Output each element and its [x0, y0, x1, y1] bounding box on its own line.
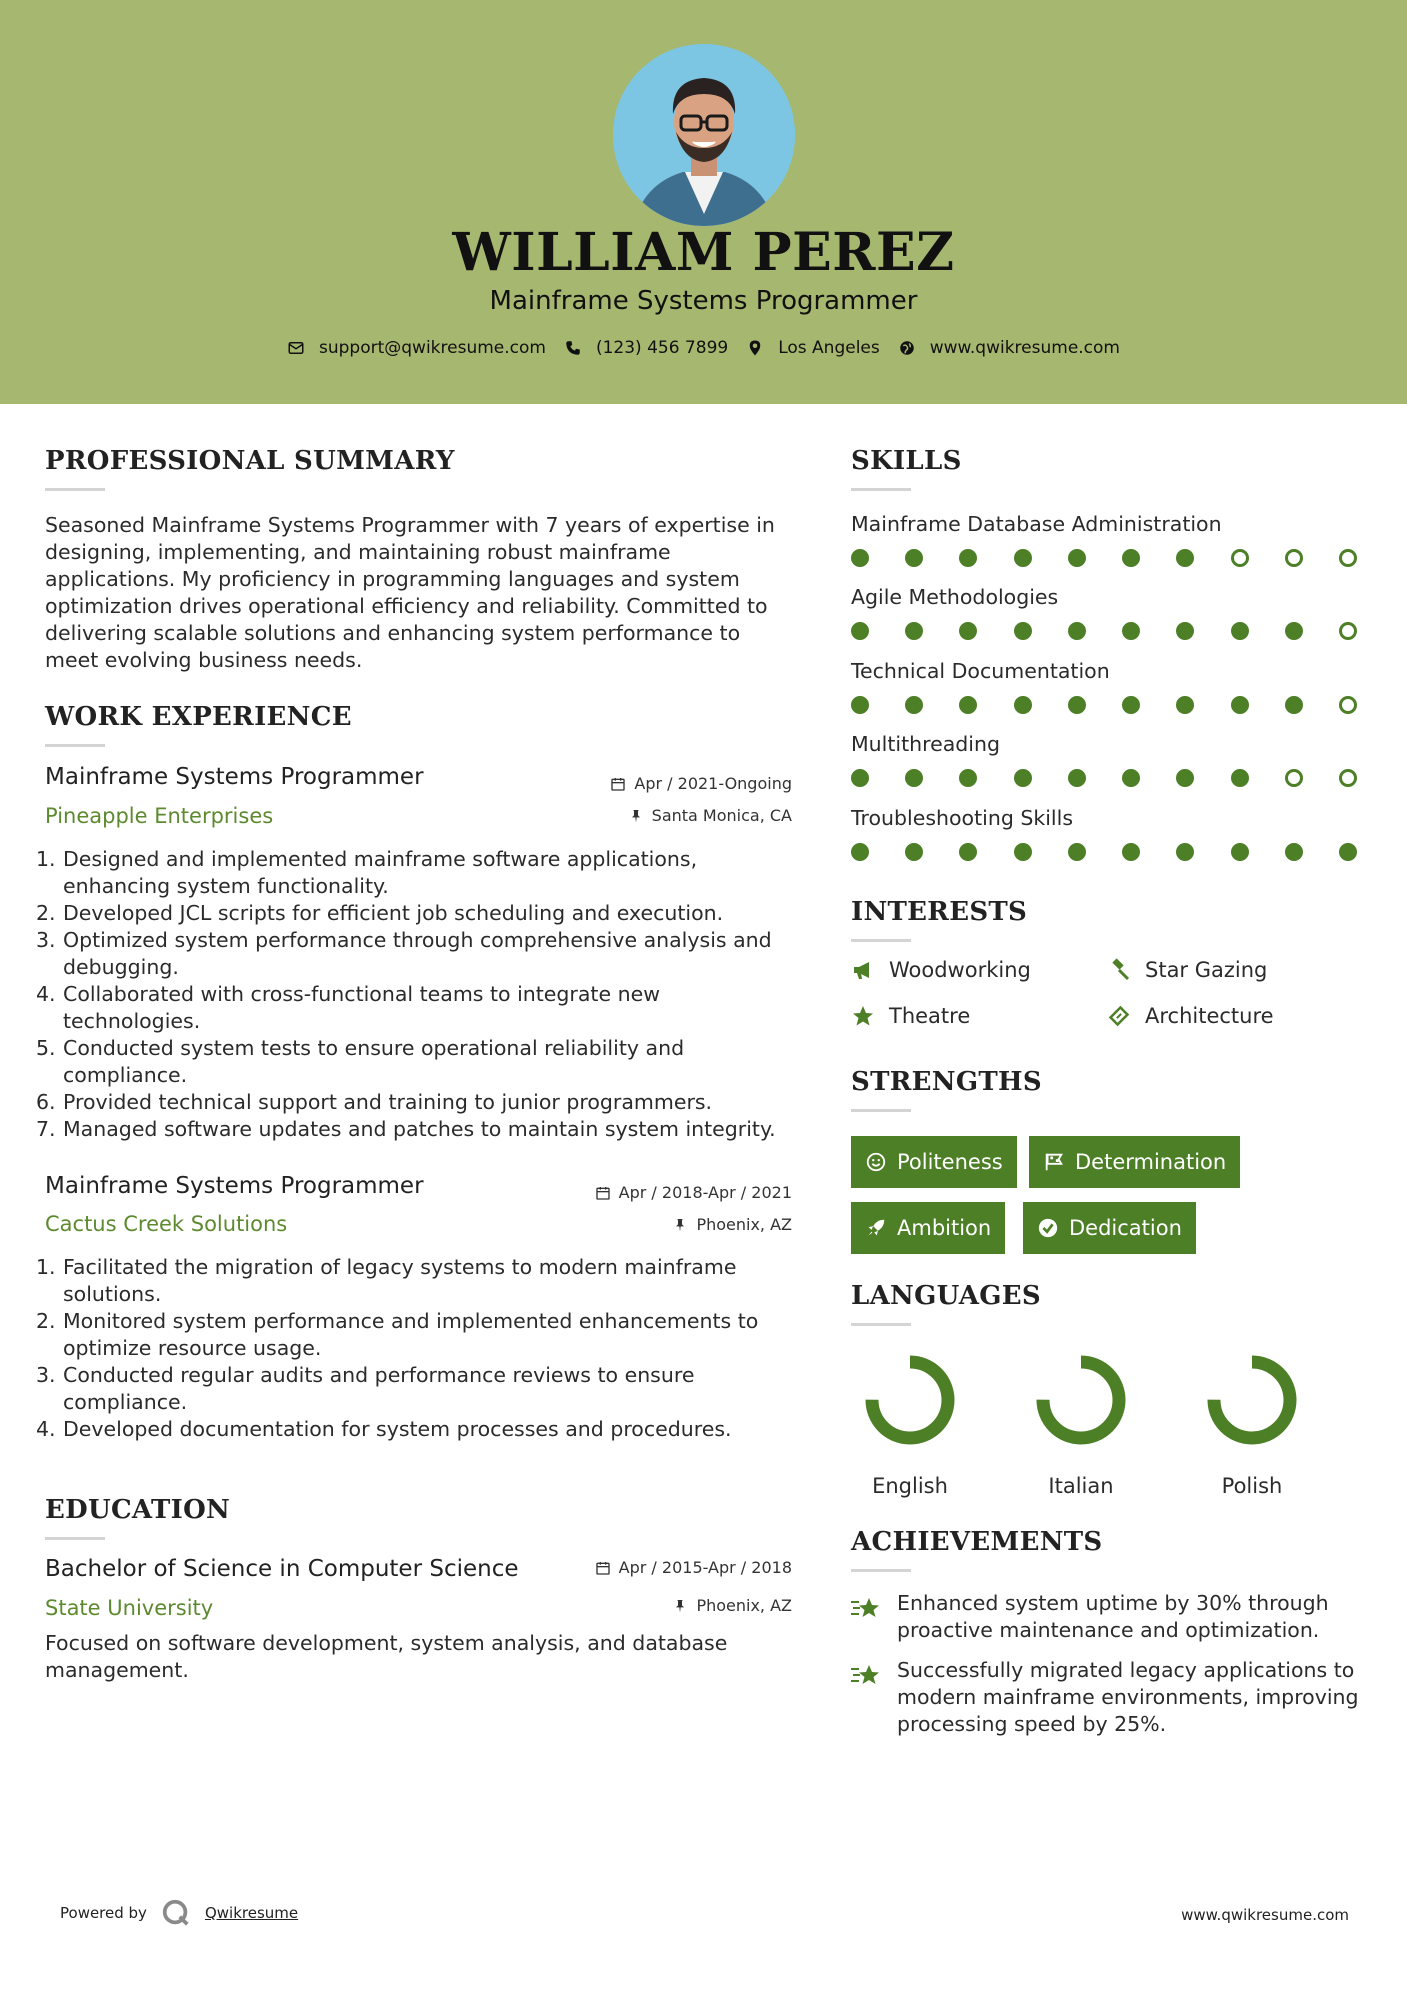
- strength-badge: [851, 1202, 1005, 1254]
- contact-website[interactable]: [898, 338, 1120, 358]
- experience-divider: [45, 744, 105, 747]
- education-degree: Bachelor of Science in Computer Science: [45, 1556, 519, 1582]
- strength-badge: [851, 1136, 1017, 1188]
- skill-dot-filled: [1176, 549, 1194, 567]
- language-ring: [862, 1352, 958, 1448]
- job-1-location: [500, 806, 792, 825]
- skill-dot-filled: [1231, 696, 1249, 714]
- calendar-icon: [595, 1185, 611, 1201]
- ticket-icon: [1107, 1004, 1131, 1028]
- skill-dot-filled: [1122, 549, 1140, 567]
- skill-dot-filled: [1176, 769, 1194, 787]
- skill-dot-filled: [1176, 843, 1194, 861]
- list-item: Conducted regular audits and performance reviews to ensure compliance.: [63, 1363, 695, 1414]
- skill-dot-filled: [1122, 696, 1140, 714]
- candidate-role: Mainframe Systems Programmer: [489, 286, 918, 316]
- summary-divider: [45, 488, 105, 491]
- flag-icon: [1043, 1151, 1065, 1173]
- skill-dot-filled: [1068, 769, 1086, 787]
- language-name: Italian: [1048, 1474, 1114, 1498]
- skill-dot-filled: [959, 549, 977, 567]
- list-item: Collaborated with cross-functional teams to integrate new technologies.: [63, 982, 660, 1033]
- profile-photo: [613, 44, 795, 226]
- phone-icon: [564, 339, 582, 357]
- interest-item: [1107, 958, 1267, 982]
- contact-bar: [0, 338, 1407, 358]
- summary-text: Seasoned Mainframe Systems Programmer with 7 years of expertise in designing, implementing, and maintaining robust mainframe applications. My proficiency in programming languages and system optimization drives operational efficiency and reliability. Committed to delivering scalable solutions and enhancing system performance to meet evolving business needs.: [45, 513, 775, 672]
- education-location-text: Phoenix, AZ: [696, 1596, 792, 1615]
- job-1-company: Pineapple Enterprises: [45, 804, 274, 828]
- job-1-location-text: Santa Monica, CA: [651, 806, 792, 825]
- skill-dot-filled: [1339, 843, 1357, 861]
- pushpin-icon: [628, 808, 644, 824]
- achievement-item: [849, 1657, 1369, 1738]
- skill-dot-filled: [959, 696, 977, 714]
- skill-rating: [851, 843, 1357, 861]
- skill-name: Multithreading: [851, 732, 1001, 756]
- job-1-bullets: [36, 846, 801, 1143]
- skills-heading: SKILLS: [851, 446, 962, 476]
- strength-badge: [1029, 1136, 1240, 1188]
- skill-name: Agile Methodologies: [851, 585, 1059, 609]
- achievement-item: [849, 1590, 1369, 1644]
- skill-name: Technical Documentation: [851, 659, 1110, 683]
- education-dates: [500, 1558, 792, 1577]
- education-heading: EDUCATION: [45, 1495, 231, 1525]
- education-divider: [45, 1537, 105, 1540]
- language-item: [1011, 1352, 1151, 1498]
- footer-powered-by: [60, 1898, 298, 1928]
- job-1-dates: [500, 774, 792, 793]
- interest-label: Theatre: [889, 1004, 971, 1028]
- check-circle-icon: [1037, 1217, 1059, 1239]
- interest-item: [1107, 1004, 1274, 1028]
- skill-dot-filled: [851, 696, 869, 714]
- skill-dot-empty: [1285, 769, 1303, 787]
- skill-dot-filled: [1122, 843, 1140, 861]
- strengths-divider: [851, 1109, 911, 1112]
- skill-name: Troubleshooting Skills: [851, 806, 1074, 830]
- strengths-heading: STRENGTHS: [851, 1067, 1042, 1097]
- skill-dot-filled: [959, 843, 977, 861]
- interest-item: [851, 1004, 970, 1028]
- skill-dot-empty: [1231, 549, 1249, 567]
- language-ring: [1204, 1352, 1300, 1448]
- skill-dot-filled: [1231, 769, 1249, 787]
- skill-name: Mainframe Database Administration: [851, 512, 1222, 536]
- skill-rating: [851, 769, 1357, 787]
- job-2-title: Mainframe Systems Programmer: [45, 1173, 424, 1199]
- skill-rating: [851, 696, 1357, 714]
- language-item: [840, 1352, 980, 1498]
- contact-phone[interactable]: [564, 338, 728, 358]
- powered-by-text: Powered by: [60, 1904, 147, 1922]
- job-2-company: Cactus Creek Solutions: [45, 1212, 288, 1236]
- education-location: [500, 1596, 792, 1615]
- skill-dot-filled: [1014, 696, 1032, 714]
- skill-dot-filled: [1014, 549, 1032, 567]
- contact-phone-text: (123) 456 7899: [595, 338, 729, 358]
- language-progress-arc: [872, 1362, 948, 1438]
- strength-label: Ambition: [897, 1216, 992, 1240]
- achievements-divider: [851, 1569, 911, 1572]
- contact-email-text: support@qwikresume.com: [319, 338, 546, 358]
- achievement-text: Successfully migrated legacy applications to modern mainframe environments, improving processing speed by 25%.: [897, 1658, 1359, 1736]
- skill-dot-filled: [1285, 843, 1303, 861]
- languages-divider: [851, 1323, 911, 1326]
- skill-dot-filled: [1285, 622, 1303, 640]
- skill-dot-filled: [905, 622, 923, 640]
- job-2-location-text: Phoenix, AZ: [696, 1215, 792, 1234]
- list-item: Monitored system performance and implemented enhancements to optimize resource usage.: [63, 1309, 759, 1360]
- skill-dot-filled: [1176, 696, 1194, 714]
- interests-heading: INTERESTS: [851, 897, 1028, 927]
- skill-dot-empty: [1285, 549, 1303, 567]
- skill-dot-filled: [1068, 696, 1086, 714]
- shooting-star-icon: [849, 1659, 881, 1691]
- skills-divider: [851, 488, 911, 491]
- globe-icon: [898, 339, 916, 357]
- contact-email[interactable]: [287, 338, 546, 358]
- strength-badge: [1023, 1202, 1196, 1254]
- skill-dot-filled: [1014, 622, 1032, 640]
- skill-dot-filled: [1285, 696, 1303, 714]
- qwikresume-logo-icon: [161, 1898, 191, 1928]
- interest-label: Star Gazing: [1145, 958, 1268, 982]
- achievement-text: Enhanced system uptime by 30% through proactive maintenance and optimization.: [897, 1591, 1329, 1642]
- skill-dot-filled: [1231, 622, 1249, 640]
- interest-label: Architecture: [1145, 1004, 1274, 1028]
- list-item: Provided technical support and training to junior programmers.: [63, 1090, 713, 1114]
- smile-icon: [865, 1151, 887, 1173]
- skill-dot-empty: [1339, 769, 1357, 787]
- job-2-dates-text: Apr / 2018-Apr / 2021: [618, 1183, 792, 1202]
- envelope-icon: [287, 339, 305, 357]
- header-band: [0, 0, 1407, 404]
- job-2-location: [500, 1215, 792, 1234]
- skill-dot-filled: [905, 549, 923, 567]
- skill-dot-filled: [1176, 622, 1194, 640]
- interests-divider: [851, 939, 911, 942]
- skill-dot-filled: [1014, 843, 1032, 861]
- education-dates-text: Apr / 2015-Apr / 2018: [618, 1558, 792, 1577]
- skill-dot-filled: [851, 622, 869, 640]
- language-progress-arc: [1214, 1362, 1290, 1438]
- pushpin-icon: [672, 1217, 688, 1233]
- skill-dot-filled: [905, 769, 923, 787]
- job-2-dates: [500, 1183, 792, 1202]
- summary-heading: PROFESSIONAL SUMMARY: [45, 446, 455, 476]
- rocket-icon: [865, 1217, 887, 1239]
- calendar-icon: [610, 776, 626, 792]
- gavel-icon: [1107, 958, 1131, 982]
- interest-label: Woodworking: [889, 958, 1031, 982]
- contact-website-text: www.qwikresume.com: [929, 338, 1120, 358]
- list-item: Facilitated the migration of legacy systems to modern mainframe solutions.: [63, 1255, 737, 1306]
- pushpin-icon: [672, 1598, 688, 1614]
- skill-dot-filled: [1231, 843, 1249, 861]
- list-item: Developed documentation for system processes and procedures.: [63, 1417, 732, 1441]
- list-item: Developed JCL scripts for efficient job scheduling and execution.: [63, 901, 724, 925]
- skill-dot-filled: [1014, 769, 1032, 787]
- language-name: Polish: [1221, 1474, 1283, 1498]
- achievements-heading: ACHIEVEMENTS: [851, 1527, 1103, 1557]
- list-item: Conducted system tests to ensure operational reliability and compliance.: [63, 1036, 685, 1087]
- skill-dot-empty: [1339, 549, 1357, 567]
- job-1-title: Mainframe Systems Programmer: [45, 764, 424, 790]
- skill-dot-filled: [851, 843, 869, 861]
- qwikresume-link[interactable]: Qwikresume: [204, 1904, 299, 1922]
- shooting-star-icon: [849, 1592, 881, 1624]
- languages-heading: LANGUAGES: [851, 1281, 1041, 1311]
- skill-rating: [851, 622, 1357, 640]
- skill-dot-filled: [959, 622, 977, 640]
- skill-dot-filled: [905, 843, 923, 861]
- language-name: English: [872, 1474, 948, 1498]
- skill-dot-filled: [959, 769, 977, 787]
- skill-dot-empty: [1339, 622, 1357, 640]
- experience-heading: WORK EXPERIENCE: [45, 702, 352, 732]
- language-progress-arc: [1043, 1362, 1119, 1438]
- contact-location-text: Los Angeles: [778, 338, 880, 358]
- skill-dot-filled: [851, 769, 869, 787]
- strength-label: Dedication: [1069, 1216, 1182, 1240]
- skill-dot-filled: [1068, 549, 1086, 567]
- strength-label: Determination: [1075, 1150, 1227, 1174]
- job-1-dates-text: Apr / 2021-Ongoing: [634, 774, 792, 793]
- skill-dot-filled: [1068, 843, 1086, 861]
- skill-dot-filled: [851, 549, 869, 567]
- education-description: Focused on software development, system analysis, and database management.: [45, 1631, 728, 1682]
- skill-dot-filled: [1122, 622, 1140, 640]
- map-pin-icon: [746, 339, 764, 357]
- job-2-bullets: [36, 1254, 801, 1443]
- skill-rating: [851, 549, 1357, 567]
- list-item: Managed software updates and patches to maintain system integrity.: [63, 1117, 776, 1141]
- list-item: Optimized system performance through comprehensive analysis and debugging.: [63, 928, 772, 979]
- skill-dot-filled: [1122, 769, 1140, 787]
- bullhorn-icon: [851, 958, 875, 982]
- list-item: Designed and implemented mainframe software applications, enhancing system functionality.: [63, 847, 698, 898]
- education-school: State University: [45, 1596, 214, 1620]
- footer-website[interactable]: www.qwikresume.com: [1181, 1906, 1349, 1924]
- strength-label: Politeness: [897, 1150, 1003, 1174]
- calendar-icon: [595, 1560, 611, 1576]
- candidate-name: WILLIAM PEREZ: [452, 222, 955, 283]
- skill-dot-filled: [905, 696, 923, 714]
- contact-location: [746, 338, 880, 358]
- language-item: [1182, 1352, 1322, 1498]
- skill-dot-empty: [1339, 696, 1357, 714]
- interest-item: [851, 958, 1031, 982]
- language-ring: [1033, 1352, 1129, 1448]
- star-icon: [851, 1004, 875, 1028]
- skill-dot-filled: [1068, 622, 1086, 640]
